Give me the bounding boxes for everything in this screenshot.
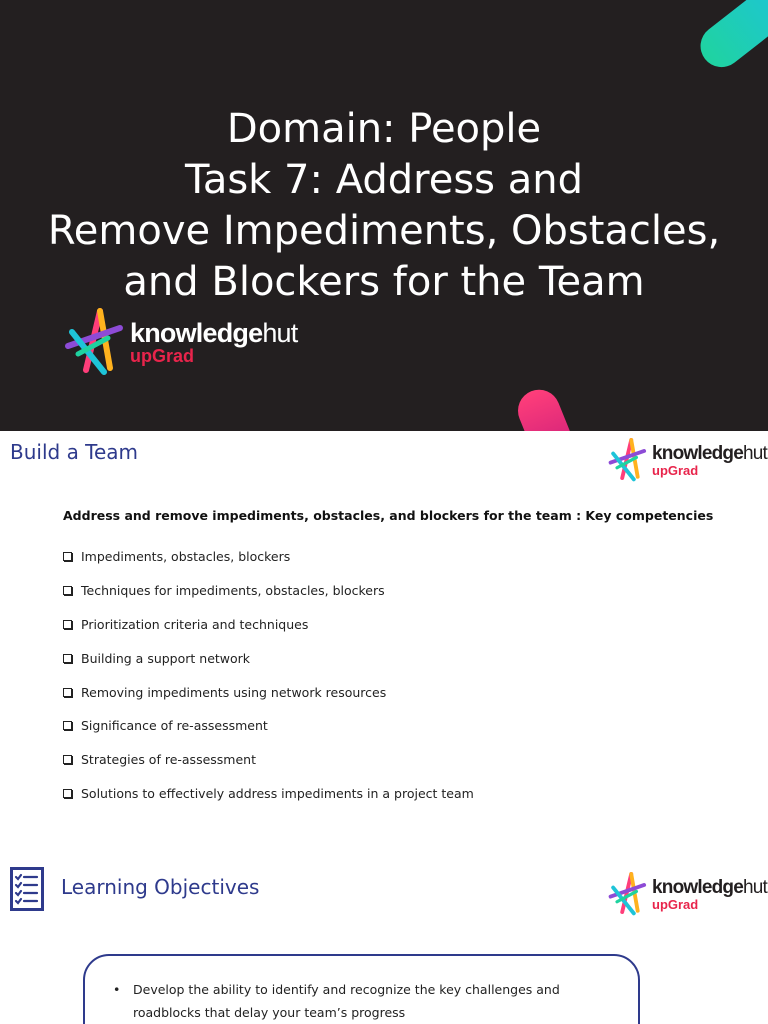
checkbox-bullet-icon [63,552,72,561]
checkbox-bullet-icon [63,688,72,697]
list-item: • Develop the ability to identify and recognize the key challenges and roadblocks that delay your team’s progress [113,978,613,1024]
list-item: Prioritization criteria and techniques [63,608,474,642]
logo-brand-thin: hut [742,442,767,464]
checkbox-bullet-icon [63,654,72,663]
checkbox-bullet-icon [63,789,72,798]
title-slide [0,0,768,431]
decorative-pink-stroke [512,383,585,431]
logo-brand-bold: knowledge [652,876,743,898]
logo-subbrand: upGrad [652,896,699,912]
logo-brand-thin: hut [262,318,298,348]
list-item: Impediments, obstacles, blockers [63,540,474,574]
learning-objectives-slide [0,831,768,1024]
knowledgehut-star-icon [608,437,648,483]
checkbox-bullet-icon [63,755,72,764]
knowledgehut-star-icon [64,308,126,376]
list-item: Solutions to effectively address impediments in a project team [63,777,474,811]
logo-brand-bold: knowledge [652,442,743,464]
list-item: Removing impediments using network resources [63,675,474,709]
logo-brand-bold: knowledge [130,318,263,348]
slide-heading: Build a Team [10,440,139,464]
knowledgehut-logo [608,871,767,917]
title-line-4: and Blockers for the Team [123,259,645,305]
slide-heading: Learning Objectives [61,875,260,899]
decorative-teal-stroke [692,0,768,76]
logo-brand-thin: hut [742,876,767,898]
bullet-icon: • [113,982,121,997]
checkbox-bullet-icon [63,620,72,629]
competencies-list [63,540,474,810]
knowledgehut-logo [608,437,767,483]
slide-title [0,104,768,308]
title-line-3: Remove Impediments, Obstacles, [47,208,721,254]
checkbox-bullet-icon [63,586,72,595]
competencies-title: Address and remove impediments, obstacles, and blockers for the team : Key competencies [63,508,714,523]
list-item: Techniques for impediments, obstacles, blockers [63,574,474,608]
objectives-box [83,954,640,1024]
title-line-1: Domain: People [226,106,542,152]
logo-subbrand: upGrad [652,462,699,478]
title-line-2: Task 7: Address and [185,157,583,203]
list-item: Significance of re-assessment [63,709,474,743]
build-a-team-slide [0,431,768,831]
knowledgehut-logo [64,308,297,376]
checklist-icon [10,867,44,911]
checkbox-bullet-icon [63,721,72,730]
list-item: Strategies of re-assessment [63,743,474,777]
list-item: Building a support network [63,641,474,675]
logo-subbrand: upGrad [130,346,195,366]
knowledgehut-star-icon [608,871,648,917]
